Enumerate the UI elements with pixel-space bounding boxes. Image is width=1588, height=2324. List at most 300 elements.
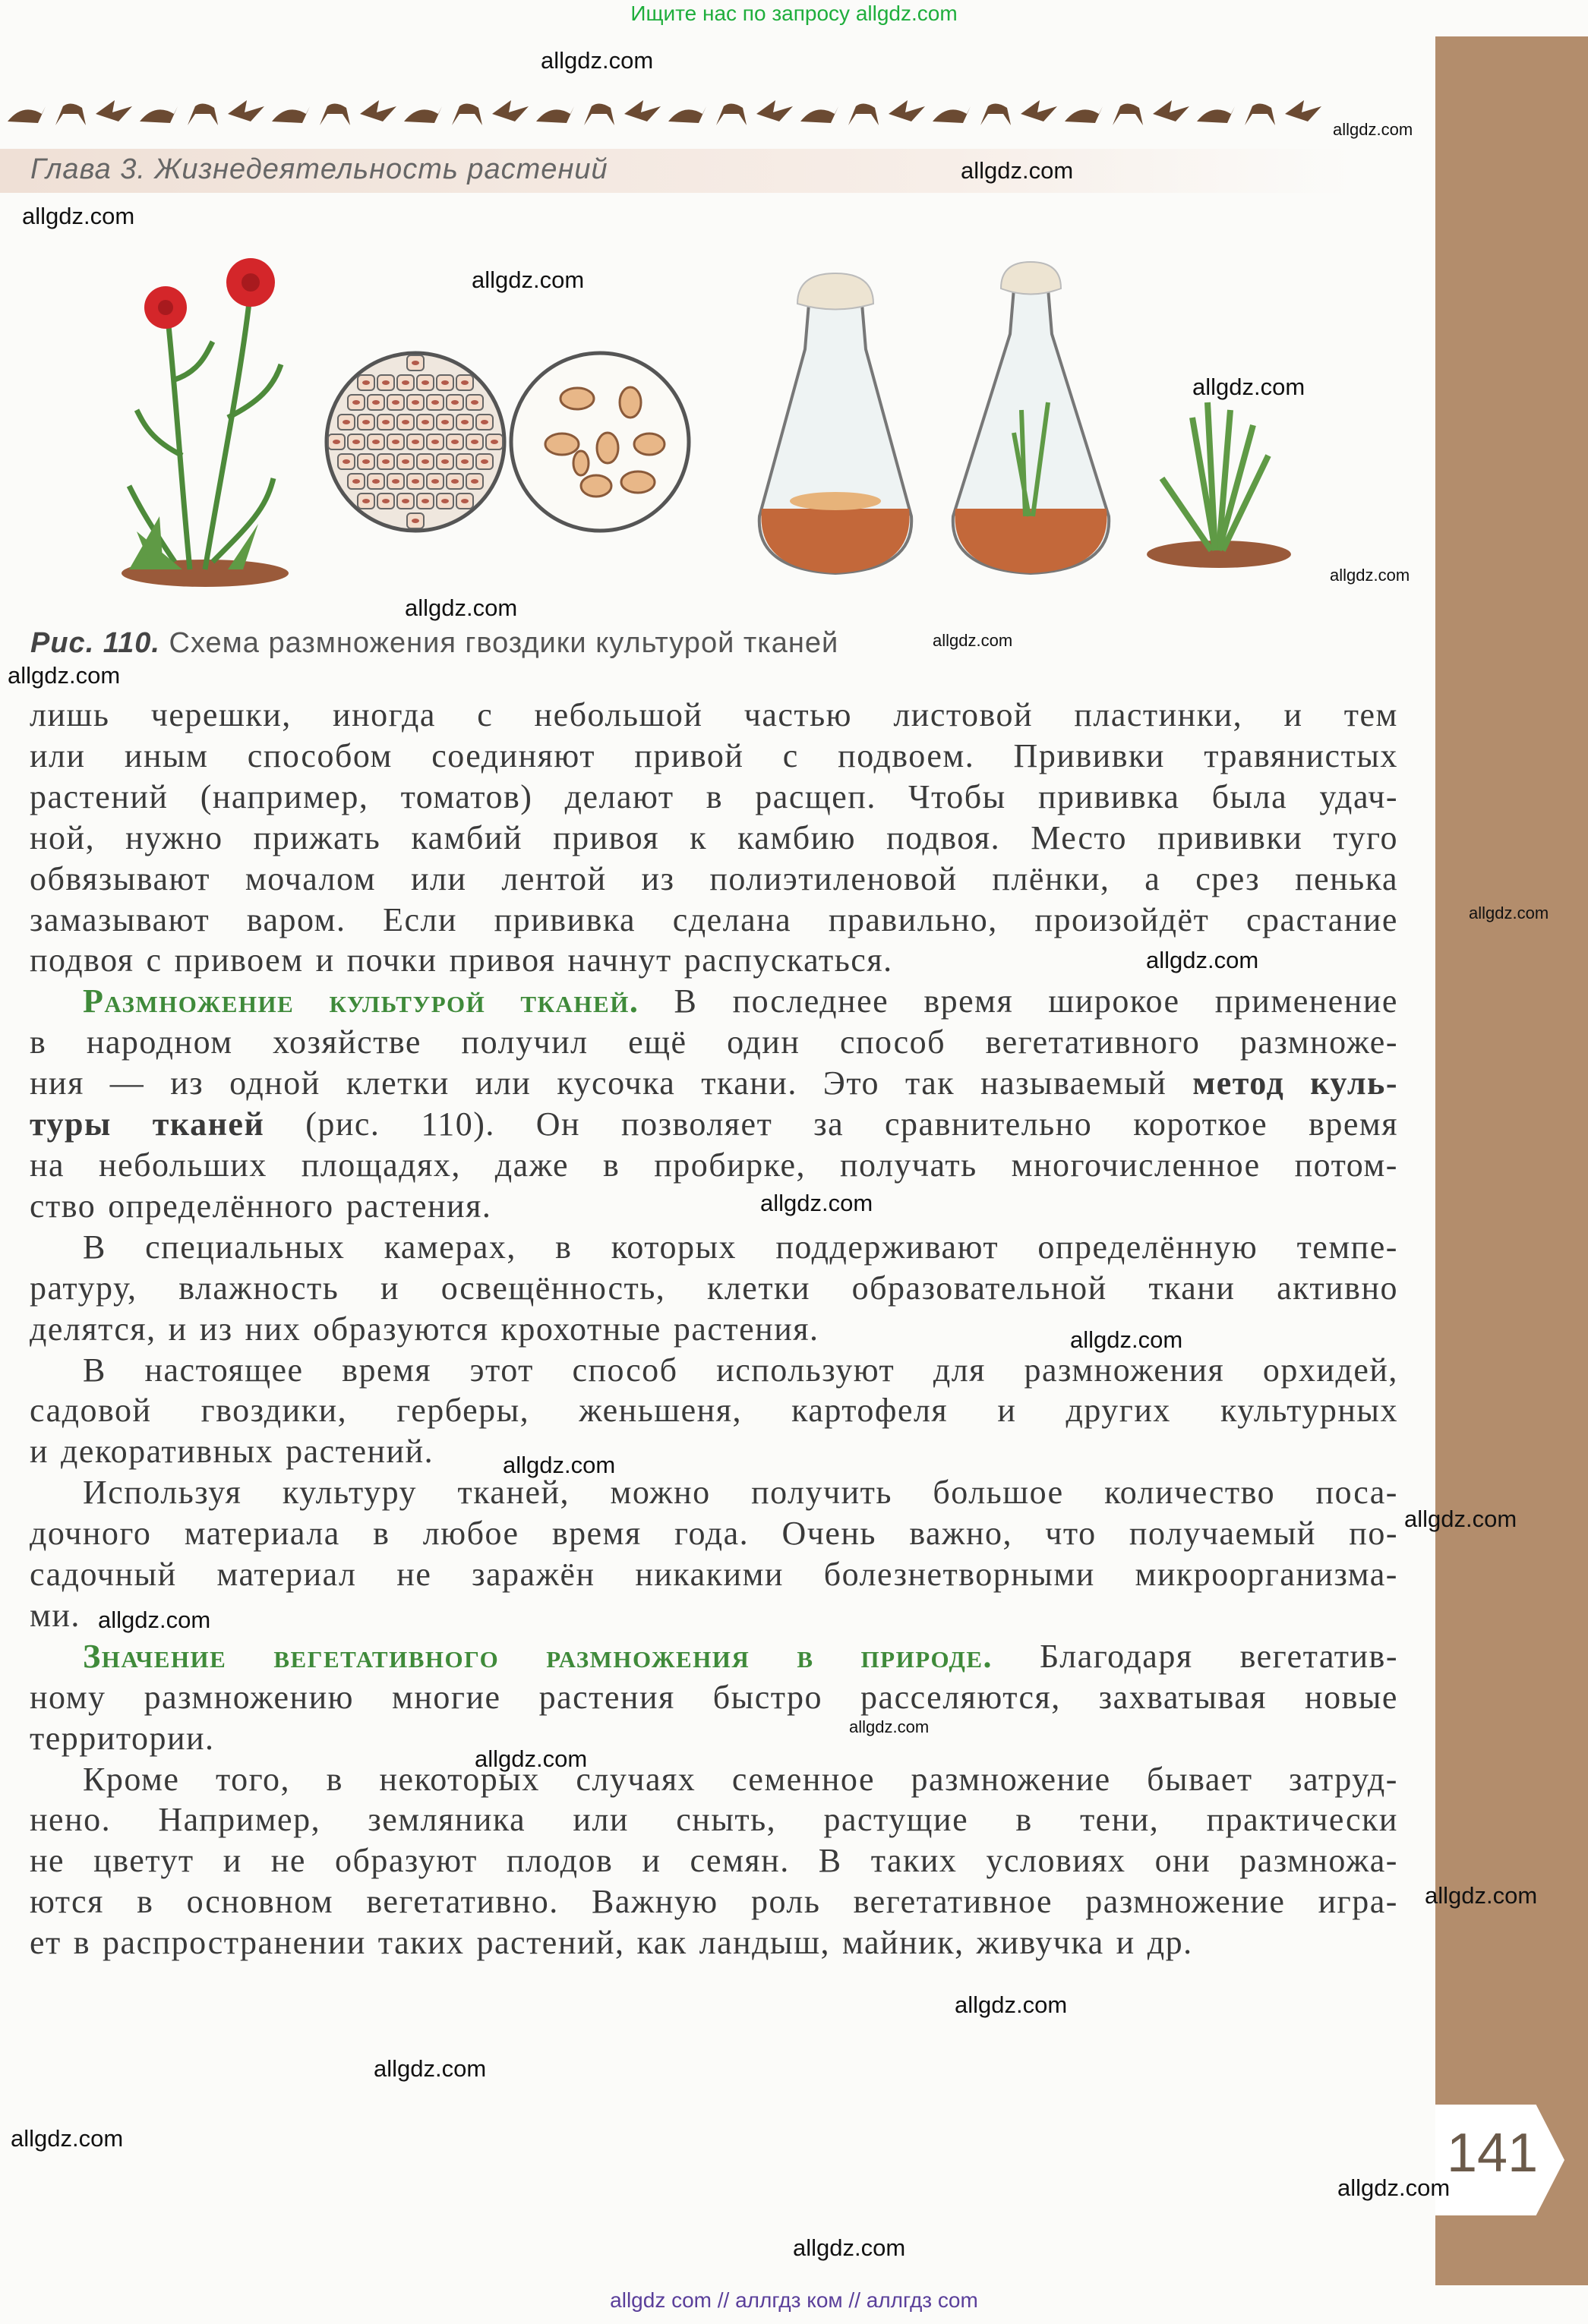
word: майник,: [841, 1924, 964, 1962]
word: или: [475, 1064, 532, 1102]
rooted-plant-image: [1147, 402, 1291, 568]
word: размноже-: [1239, 1023, 1398, 1061]
word: бывает: [1147, 1760, 1253, 1798]
word: растущие: [823, 1801, 969, 1839]
word: травянистых: [1204, 736, 1398, 774]
cell-nucleus: [392, 400, 399, 405]
word: небольшой: [534, 696, 703, 733]
term-word: тканей: [152, 1105, 265, 1143]
word: размножение: [911, 1760, 1111, 1798]
word: даже: [494, 1146, 570, 1184]
word: одной: [229, 1064, 320, 1102]
word: расселяются,: [860, 1678, 1061, 1716]
word: произойдёт: [1034, 900, 1210, 938]
word: полиэтиленовой: [709, 859, 958, 897]
word: количество: [1104, 1474, 1276, 1512]
word: Место: [1031, 818, 1128, 856]
word: делятся,: [30, 1310, 156, 1348]
watermark-text: allgdz.com: [955, 1991, 1068, 2018]
word: прижать: [253, 818, 381, 856]
watermark-text: allgdz.com: [1192, 374, 1305, 400]
term-word: куль-: [1310, 1064, 1398, 1102]
animal-silhouette-icon: [889, 100, 925, 121]
word: не: [396, 1556, 432, 1594]
word: садочный: [30, 1556, 177, 1594]
word: срез: [1195, 859, 1261, 897]
word: в: [555, 1228, 573, 1266]
cell-nucleus: [421, 499, 429, 503]
animal-silhouette-icon: [1285, 100, 1321, 121]
cell-nucleus: [362, 459, 370, 464]
cell-nucleus: [471, 400, 478, 405]
text-line: [30, 777, 1398, 818]
animal-silhouette-icon: [980, 103, 1011, 125]
word: затруд-: [1289, 1760, 1398, 1798]
animal-silhouette-icon: [668, 106, 706, 123]
cell-nucleus: [441, 380, 449, 385]
cell-nucleus: [392, 479, 399, 484]
text-line: [30, 1554, 1398, 1595]
cell-nucleus: [481, 459, 488, 464]
word: того,: [215, 1760, 291, 1798]
word: культуру: [282, 1474, 418, 1512]
word: крохотные: [500, 1310, 661, 1348]
text-line: [30, 1472, 1398, 1513]
word: поса-: [1315, 1474, 1398, 1512]
word: семенное: [731, 1760, 875, 1798]
text-line: [30, 1350, 1398, 1391]
word: Используя: [83, 1474, 242, 1512]
cell-nucleus: [441, 499, 449, 503]
word: Благодаря: [1040, 1637, 1193, 1675]
animal-silhouette-icon: [1197, 106, 1235, 123]
word: большое: [933, 1474, 1064, 1512]
word: небольших: [99, 1146, 267, 1184]
cell-nucleus: [441, 459, 449, 464]
word: вегетатив-: [1239, 1637, 1398, 1675]
word: время: [1309, 1105, 1398, 1143]
word: декоративных: [61, 1433, 274, 1471]
word: и: [223, 1842, 242, 1880]
word: а: [1144, 859, 1161, 897]
word: за: [813, 1105, 845, 1143]
word: черешки,: [150, 696, 292, 733]
word: способ: [839, 1023, 946, 1061]
section-heading-word: вегетативного: [273, 1637, 500, 1675]
word: любое: [422, 1515, 519, 1553]
word: освещённость,: [440, 1269, 666, 1307]
word: гвоздики,: [200, 1392, 348, 1430]
watermark-text: allgdz.com: [849, 1717, 930, 1736]
word: герберы,: [396, 1392, 530, 1430]
word: камбий: [411, 818, 523, 856]
word: пластинки,: [1074, 696, 1243, 733]
word: способом: [247, 736, 393, 774]
word: условиях: [986, 1842, 1126, 1880]
cell-nucleus: [362, 380, 370, 385]
word: некоторых: [379, 1760, 540, 1798]
word: сныть,: [676, 1801, 777, 1839]
cell-nucleus: [372, 479, 380, 484]
section-heading-word: природе.: [860, 1637, 993, 1675]
cell-nucleus: [402, 380, 409, 385]
watermark-text: allgdz.com: [405, 594, 518, 621]
word: время: [923, 982, 1014, 1020]
animal-silhouette-icon: [716, 103, 747, 125]
word: прививки: [1157, 818, 1303, 856]
figure-label: Рис. 110.: [30, 627, 160, 659]
animal-silhouette-icon: [452, 103, 482, 125]
word: размножение: [1085, 1883, 1286, 1921]
word: вегетативное: [853, 1883, 1053, 1921]
cell-nucleus: [412, 440, 419, 444]
word: др.: [1147, 1924, 1193, 1962]
word: которых: [611, 1228, 737, 1266]
word: в: [73, 1924, 91, 1962]
figure-caption: [30, 627, 838, 660]
text-line: [30, 1431, 1398, 1472]
section-heading-word: Значение: [83, 1637, 227, 1675]
word: Очень: [781, 1515, 876, 1553]
word: в: [30, 1023, 47, 1061]
page-number: 141: [1447, 2123, 1539, 2184]
word: многочисленное: [1011, 1146, 1261, 1184]
word: так: [904, 1064, 955, 1102]
animal-silhouette-icon: [1065, 106, 1103, 123]
word: других: [1066, 1392, 1171, 1430]
text-line: [30, 1513, 1398, 1554]
word: семян.: [690, 1842, 790, 1880]
section-heading-word: тканей.: [520, 982, 639, 1020]
word: последнее: [732, 982, 889, 1020]
word: ному: [30, 1678, 106, 1716]
word: болезнетворными: [823, 1556, 1095, 1594]
word: из: [170, 1064, 204, 1102]
cell-nucleus: [431, 440, 439, 444]
text-line: [30, 1227, 1398, 1268]
word: лишь: [30, 696, 110, 733]
word: ной,: [30, 818, 96, 856]
animal-silhouette-icon: [8, 106, 46, 123]
cell-nucleus: [412, 361, 419, 365]
word: начнут: [567, 941, 672, 979]
separated-cells-circle-image: [511, 353, 689, 531]
cell-nucleus: [431, 479, 439, 484]
watermark-text: allgdz.com: [22, 203, 135, 229]
word: способ: [572, 1351, 678, 1389]
word: практически: [1206, 1801, 1398, 1839]
word: привоя: [553, 818, 660, 856]
word: —: [109, 1064, 145, 1102]
top-search-note: Ищите нас по запросу allgdz.com: [630, 2, 958, 25]
word: получаемый: [1129, 1515, 1316, 1553]
bottom-watermark-note: allgdz com // аллгдз ком // аллгдз com: [610, 2288, 978, 2312]
cell-nucleus: [352, 440, 360, 444]
flask-with-sprout-image: [953, 262, 1109, 573]
cell-nucleus: [451, 440, 459, 444]
word: таких: [870, 1842, 958, 1880]
word: привоем: [174, 941, 304, 979]
cell-nucleus: [491, 440, 498, 444]
watermark-text: allgdz.com: [1425, 1882, 1538, 1909]
word: применение: [1214, 982, 1398, 1020]
watermark-text: allgdz.com: [1330, 566, 1410, 585]
word: тем: [1343, 696, 1398, 733]
text-line: [30, 900, 1398, 941]
chapter-title: Глава 3. Жизнедеятельность растений: [30, 153, 608, 185]
word: Важную: [591, 1883, 718, 1921]
word: они: [1154, 1842, 1211, 1880]
word: таких: [377, 1924, 465, 1962]
animal-silhouette-icon: [404, 106, 442, 123]
watermark-text: allgdz.com: [1337, 2174, 1451, 2201]
word: получить: [751, 1474, 892, 1512]
word: один: [727, 1023, 800, 1061]
animal-silhouette-icon: [228, 100, 264, 121]
watermark-text: allgdz.com: [475, 1745, 588, 1772]
word: пенька: [1295, 859, 1398, 897]
cell-nucleus: [421, 380, 429, 385]
text-line: [30, 1636, 1398, 1677]
flask-with-callus-image: [759, 273, 911, 573]
animal-silhouette-icon: [933, 106, 971, 123]
cell-nucleus: [402, 420, 409, 424]
word: женьшеня,: [579, 1392, 742, 1430]
word: ство: [30, 1187, 96, 1225]
term-word: туры: [30, 1105, 112, 1143]
word: случаях: [576, 1760, 696, 1798]
word: растений: [30, 777, 169, 815]
word: не: [270, 1842, 306, 1880]
word: получил: [461, 1023, 589, 1061]
animal-silhouette-icon: [55, 103, 86, 125]
word: сравнительно: [885, 1105, 1093, 1143]
word: листовой: [893, 696, 1034, 733]
word: в: [706, 777, 724, 815]
word: и: [642, 1842, 661, 1880]
text-line: [30, 818, 1398, 859]
text-line: [30, 1186, 1398, 1227]
animal-silhouette-icon: [188, 103, 218, 125]
word: сделана: [672, 900, 792, 938]
word: привой: [634, 736, 744, 774]
cell-nucleus: [471, 479, 478, 484]
cell-nucleus: [352, 400, 360, 405]
watermark-text: allgdz.com: [11, 2125, 124, 2152]
word: растения.: [346, 1187, 492, 1225]
word: территории.: [30, 1719, 215, 1757]
word: была: [1211, 777, 1288, 815]
word: ткани.: [701, 1064, 797, 1102]
cell-nucleus: [412, 479, 419, 484]
word: растения: [538, 1678, 675, 1716]
word: камбию: [737, 818, 856, 856]
word: потом-: [1294, 1146, 1398, 1184]
word: Например,: [158, 1801, 321, 1839]
word: удач-: [1319, 777, 1398, 815]
word: растения.: [673, 1310, 819, 1348]
word: образуют: [334, 1842, 478, 1880]
word: народном: [86, 1023, 233, 1061]
cell-nucleus: [461, 499, 469, 503]
word: вегетативно.: [366, 1883, 559, 1921]
word: Прививки: [1013, 736, 1165, 774]
word: земляника: [368, 1801, 526, 1839]
word: материала: [184, 1515, 340, 1553]
word: новые: [1305, 1678, 1398, 1716]
word: для: [933, 1351, 986, 1389]
cell-nucleus: [343, 420, 350, 424]
word: с: [782, 736, 799, 774]
page-edge-strip: [1435, 36, 1588, 2285]
word: никакими: [635, 1556, 784, 1594]
word: томатов): [400, 777, 533, 815]
watermark-text: allgdz.com: [1404, 1506, 1517, 1532]
animal-silhouettes-border: [0, 91, 1337, 134]
word: иногда: [333, 696, 436, 733]
word: распространении: [103, 1924, 366, 1962]
word: туго: [1333, 818, 1398, 856]
text-line: [30, 736, 1398, 777]
watermark-text: allgdz.com: [933, 631, 1013, 650]
body-text: [30, 695, 1398, 1963]
word: ещё: [628, 1023, 687, 1061]
word: с: [146, 941, 163, 979]
word: широкое: [1048, 982, 1180, 1020]
animal-silhouette-icon: [492, 100, 529, 121]
animal-silhouette-icon: [1153, 100, 1189, 121]
word: к: [690, 818, 708, 856]
word: можно: [610, 1474, 711, 1512]
word: 110).: [421, 1105, 495, 1143]
word: и: [1283, 696, 1303, 733]
figure-110-illustration: [0, 228, 1405, 607]
animal-silhouette-icon: [1021, 100, 1057, 121]
cell-nucleus: [402, 459, 409, 464]
word: короткое: [1133, 1105, 1268, 1143]
word: лентой: [501, 859, 607, 897]
word: и: [997, 1392, 1017, 1430]
word: растений,: [476, 1924, 625, 1962]
word: них: [245, 1310, 301, 1348]
watermark-text: allgdz.com: [374, 2055, 487, 2082]
term-word: метод: [1192, 1064, 1285, 1102]
word: В: [83, 1351, 106, 1389]
cell-nucleus: [382, 499, 390, 503]
word: клетки: [346, 1064, 450, 1102]
word: позволяет: [621, 1105, 773, 1143]
word: специальных: [145, 1228, 346, 1266]
cell-nucleus: [461, 420, 469, 424]
word: кусочка: [557, 1064, 676, 1102]
cell-nucleus: [362, 420, 370, 424]
word: тени,: [1079, 1801, 1160, 1839]
watermark-text: allgdz.com: [1070, 1326, 1183, 1353]
word: время: [551, 1515, 642, 1553]
word: (например,: [200, 777, 369, 815]
word: размножа-: [1239, 1842, 1398, 1880]
cell-nucleus: [461, 380, 469, 385]
word: привоя: [449, 941, 556, 979]
word: срастание: [1245, 900, 1398, 938]
section-heading-word: размножения: [546, 1637, 750, 1675]
text-line: [30, 1390, 1398, 1431]
word: клетки: [706, 1269, 810, 1307]
animal-silhouette-icon: [756, 100, 793, 121]
word: садовой: [30, 1392, 152, 1430]
text-line: [30, 859, 1398, 900]
word: Это: [822, 1064, 879, 1102]
cell-nucleus: [412, 400, 419, 405]
cell-nucleus: [372, 400, 380, 405]
text-line: [30, 1145, 1398, 1186]
text-line: [30, 1840, 1398, 1881]
word: цветут: [93, 1842, 194, 1880]
animal-silhouette-icon: [360, 100, 396, 121]
animal-silhouette-icon: [272, 106, 310, 123]
animal-silhouette-icon: [800, 106, 838, 123]
word: обвязывают: [30, 859, 211, 897]
cell-nucleus: [372, 440, 380, 444]
word: В: [818, 1842, 842, 1880]
cell-nucleus: [412, 519, 419, 523]
word: растений.: [286, 1433, 434, 1471]
watermark-text: allgdz.com: [760, 1190, 873, 1216]
cell-nucleus: [431, 400, 439, 405]
cell-nucleus: [352, 479, 360, 484]
text-line: [30, 1922, 1398, 1963]
word: образуются: [313, 1310, 489, 1348]
cell-nucleus: [471, 440, 478, 444]
word: получать: [839, 1146, 977, 1184]
watermark-text: allgdz.com: [472, 266, 585, 293]
word: образовательной: [851, 1269, 1107, 1307]
word: многие: [392, 1678, 501, 1716]
word: Он: [535, 1105, 581, 1143]
word: нужно: [125, 818, 223, 856]
word: ратуру,: [30, 1269, 137, 1307]
animal-silhouette-icon: [848, 103, 879, 125]
word: и: [30, 1433, 49, 1471]
word: плёнки,: [992, 859, 1110, 897]
word: или: [410, 859, 467, 897]
word: варом.: [246, 900, 346, 938]
watermark-text: allgdz.com: [961, 157, 1074, 184]
word: прививка: [494, 900, 636, 938]
word: живучка: [976, 1924, 1104, 1962]
word: активно: [1277, 1269, 1398, 1307]
word: площадях,: [301, 1146, 461, 1184]
word: иным: [124, 736, 209, 774]
cell-nucleus: [421, 420, 429, 424]
animal-silhouette-icon: [584, 103, 614, 125]
word: плодов: [506, 1842, 614, 1880]
text-line: [30, 695, 1398, 736]
cell-nucleus: [362, 499, 370, 503]
text-line: [30, 1022, 1398, 1063]
tissue-cells-circle-image: [327, 353, 504, 531]
section-heading-word: Размножение: [83, 982, 295, 1020]
text-line: [30, 1268, 1398, 1309]
text-line: [30, 1104, 1398, 1145]
word: почки: [346, 941, 437, 979]
word: мочалом: [245, 859, 377, 897]
word: пробирке,: [654, 1146, 806, 1184]
word: в: [1015, 1801, 1033, 1839]
cell-nucleus: [382, 380, 390, 385]
word: настоящее: [144, 1351, 304, 1389]
animal-silhouette-icon: [320, 103, 350, 125]
